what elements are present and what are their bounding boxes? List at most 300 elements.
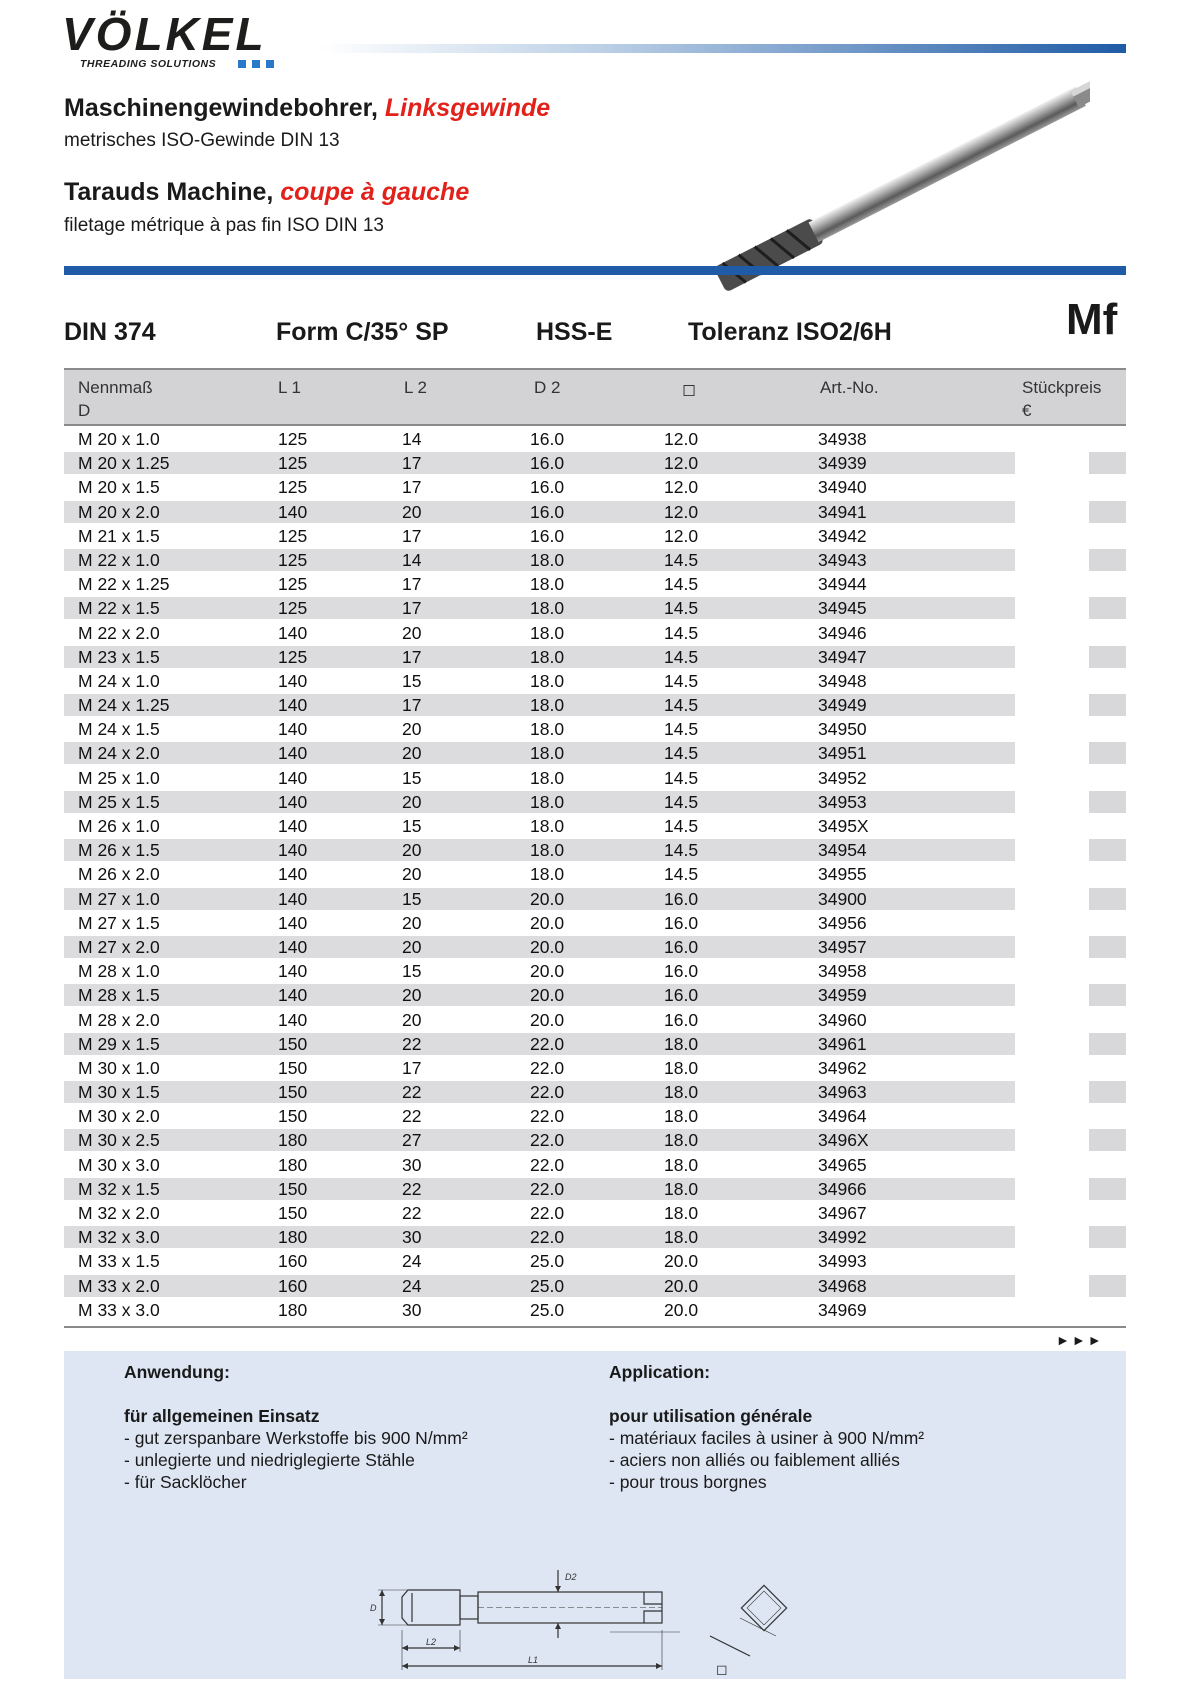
price-cell bbox=[1089, 742, 1126, 764]
cell-l1: 180 bbox=[278, 1299, 308, 1320]
cell-l2: 22 bbox=[402, 1203, 422, 1223]
cell-d2: 18.0 bbox=[530, 695, 565, 716]
table-row bbox=[64, 1080, 1126, 1104]
cell-l2: 20 bbox=[402, 912, 422, 933]
header-price-currency: € bbox=[1022, 401, 1032, 420]
cell-l1: 140 bbox=[278, 936, 308, 957]
cell-square: 18.0 bbox=[664, 1154, 699, 1175]
cell-square: 18.0 bbox=[664, 1082, 699, 1103]
table-row bbox=[64, 1177, 1126, 1201]
cell-l1: 140 bbox=[278, 622, 308, 643]
cell-l2: 15 bbox=[402, 888, 422, 909]
cell-nennmass: M 26 x 1.5 bbox=[78, 840, 160, 861]
price-cell bbox=[1089, 936, 1126, 958]
cell-l2: 20 bbox=[402, 1009, 422, 1030]
cell-art-no: 34945 bbox=[818, 598, 867, 619]
cell-square: 14.5 bbox=[664, 695, 699, 716]
cell-l1: 180 bbox=[278, 1154, 308, 1175]
table-row bbox=[64, 741, 1126, 765]
cell-l2: 30 bbox=[402, 1227, 422, 1248]
cell-l2: 15 bbox=[402, 961, 422, 982]
cell-l2: 22 bbox=[402, 1106, 422, 1127]
header-l1: L 1 bbox=[278, 378, 302, 397]
price-cell bbox=[1089, 525, 1126, 547]
cell-d2: 18.0 bbox=[530, 574, 565, 595]
cell-d2: 25.0 bbox=[530, 1251, 565, 1272]
cell-d2: 20.0 bbox=[530, 961, 565, 982]
cell-nennmass: M 25 x 1.5 bbox=[78, 791, 160, 812]
cell-l2: 30 bbox=[402, 1154, 422, 1175]
cell-d2: 16.0 bbox=[530, 477, 565, 498]
application-german-subheading: für allgemeinen Einsatz bbox=[124, 1406, 320, 1426]
cell-art-no: 34946 bbox=[818, 622, 867, 643]
cell-nennmass: M 33 x 2.0 bbox=[78, 1275, 160, 1296]
cell-l1: 140 bbox=[278, 840, 308, 861]
cell-l1: 140 bbox=[278, 816, 308, 836]
subtitle-french: filetage métrique à pas fin ISO DIN 13 bbox=[64, 215, 384, 236]
cell-square: 20.0 bbox=[664, 1299, 699, 1320]
price-cell bbox=[1089, 428, 1126, 450]
cell-art-no: 34956 bbox=[818, 912, 867, 933]
cell-l1: 125 bbox=[278, 598, 308, 619]
cell-d2: 16.0 bbox=[530, 525, 565, 546]
cell-art-no: 34963 bbox=[818, 1082, 867, 1103]
list-item: - für Sacklöcher bbox=[124, 1472, 247, 1492]
table-row bbox=[64, 766, 1126, 790]
cell-d2: 20.0 bbox=[530, 985, 565, 1006]
cell-nennmass: M 27 x 1.5 bbox=[78, 912, 160, 933]
cell-square: 16.0 bbox=[664, 985, 699, 1006]
title-french-main: Tarauds Machine, bbox=[64, 178, 274, 206]
cell-l1: 140 bbox=[278, 743, 308, 764]
cell-d2: 18.0 bbox=[530, 791, 565, 812]
cell-art-no: 34940 bbox=[818, 477, 867, 498]
cell-nennmass: M 30 x 3.0 bbox=[78, 1154, 160, 1175]
price-cell bbox=[1089, 863, 1126, 885]
price-cell bbox=[1089, 791, 1126, 813]
section-divider bbox=[64, 266, 1126, 275]
cell-square: 14.5 bbox=[664, 549, 699, 570]
cell-l2: 17 bbox=[402, 525, 422, 546]
cell-nennmass: M 33 x 3.0 bbox=[78, 1299, 160, 1320]
header-d2: D 2 bbox=[534, 378, 561, 397]
cell-d2: 20.0 bbox=[530, 912, 565, 933]
cell-l2: 20 bbox=[402, 840, 422, 861]
cell-d2: 22.0 bbox=[530, 1082, 565, 1103]
cell-l2: 24 bbox=[402, 1275, 422, 1296]
cell-l2: 17 bbox=[402, 453, 422, 474]
cell-square: 14.5 bbox=[664, 767, 699, 788]
price-cell bbox=[1089, 1178, 1126, 1200]
cell-square: 18.0 bbox=[664, 1130, 699, 1151]
cell-l1: 125 bbox=[278, 646, 308, 667]
cell-l1: 140 bbox=[278, 791, 308, 812]
cell-d2: 18.0 bbox=[530, 598, 565, 619]
price-cell bbox=[1089, 501, 1126, 523]
cell-square: 18.0 bbox=[664, 1057, 699, 1078]
cell-square: 14.5 bbox=[664, 574, 699, 595]
table-row bbox=[64, 475, 1126, 499]
cell-l2: 20 bbox=[402, 864, 422, 885]
price-cell bbox=[1089, 1105, 1126, 1127]
cell-d2: 25.0 bbox=[530, 1299, 565, 1320]
cell-square: 18.0 bbox=[664, 1106, 699, 1127]
cell-l2: 14 bbox=[402, 549, 422, 570]
list-item: - unlegierte und niedriglegierte Stähle bbox=[124, 1450, 415, 1470]
cell-nennmass: M 23 x 1.5 bbox=[78, 646, 160, 667]
price-cell bbox=[1089, 1129, 1126, 1151]
table-row bbox=[64, 983, 1126, 1007]
cell-l1: 150 bbox=[278, 1106, 308, 1127]
cell-l2: 17 bbox=[402, 574, 422, 595]
cell-l1: 150 bbox=[278, 1178, 308, 1199]
cell-l1: 125 bbox=[278, 477, 308, 498]
price-cell bbox=[1089, 622, 1126, 644]
header-nennmass bbox=[78, 376, 153, 422]
header-art-no: Art.-No. bbox=[820, 378, 879, 397]
drawing-label-l2: L2 bbox=[426, 1637, 437, 1647]
cell-l2: 17 bbox=[402, 646, 422, 667]
cell-art-no: 34952 bbox=[818, 767, 867, 788]
list-item: - matériaux faciles à usiner à 900 N/mm² bbox=[609, 1428, 925, 1448]
logo-square-icon bbox=[266, 60, 274, 68]
table-row bbox=[64, 621, 1126, 645]
cell-l2: 15 bbox=[402, 816, 422, 836]
cell-l2: 20 bbox=[402, 743, 422, 764]
price-cell bbox=[1089, 573, 1126, 595]
cell-art-no: 34944 bbox=[818, 574, 867, 595]
cell-l2: 14 bbox=[402, 429, 422, 449]
cell-l1: 140 bbox=[278, 912, 308, 933]
cell-nennmass: M 24 x 1.25 bbox=[78, 695, 170, 716]
cell-d2: 16.0 bbox=[530, 429, 565, 449]
cell-nennmass: M 24 x 2.0 bbox=[78, 743, 160, 764]
cell-art-no: 34954 bbox=[818, 840, 867, 861]
cell-square: 20.0 bbox=[664, 1275, 699, 1296]
spec-tolerance: Toleranz ISO2/6H bbox=[688, 318, 892, 346]
cell-nennmass: M 20 x 2.0 bbox=[78, 501, 160, 522]
cell-art-no: 34943 bbox=[818, 549, 867, 570]
price-cell bbox=[1089, 912, 1126, 934]
price-cell bbox=[1089, 1299, 1126, 1321]
cell-art-no: 34959 bbox=[818, 985, 867, 1006]
cell-nennmass: M 24 x 1.5 bbox=[78, 719, 160, 740]
cell-l1: 150 bbox=[278, 1203, 308, 1223]
cell-l1: 180 bbox=[278, 1130, 308, 1151]
table-row bbox=[64, 1104, 1126, 1128]
table-row bbox=[64, 1249, 1126, 1273]
price-cell bbox=[1089, 960, 1126, 982]
title-german-highlight: Linksgewinde bbox=[384, 94, 551, 122]
cell-square: 12.0 bbox=[664, 525, 699, 546]
price-cell bbox=[1089, 597, 1126, 619]
cell-d2: 22.0 bbox=[530, 1178, 565, 1199]
cell-nennmass: M 26 x 2.0 bbox=[78, 864, 160, 885]
price-cell bbox=[1089, 1202, 1126, 1224]
cell-nennmass: M 30 x 1.5 bbox=[78, 1082, 160, 1103]
cell-l2: 22 bbox=[402, 1082, 422, 1103]
cell-l1: 150 bbox=[278, 1082, 308, 1103]
cell-l1: 125 bbox=[278, 429, 308, 449]
table-row bbox=[64, 911, 1126, 935]
cell-d2: 18.0 bbox=[530, 719, 565, 740]
list-item: - aciers non alliés ou faiblement alliés bbox=[609, 1450, 900, 1470]
cell-d2: 18.0 bbox=[530, 622, 565, 643]
cell-art-no: 34968 bbox=[818, 1275, 867, 1296]
table-row bbox=[64, 1225, 1126, 1249]
cell-d2: 18.0 bbox=[530, 816, 565, 836]
cell-art-no: 34939 bbox=[818, 453, 867, 474]
cell-art-no: 34951 bbox=[818, 743, 867, 764]
cell-l2: 17 bbox=[402, 477, 422, 498]
cell-l1: 160 bbox=[278, 1251, 308, 1272]
cell-nennmass: M 27 x 1.0 bbox=[78, 888, 160, 909]
cell-d2: 22.0 bbox=[530, 1033, 565, 1054]
application-german bbox=[124, 1361, 468, 1493]
cell-l2: 22 bbox=[402, 1033, 422, 1054]
price-cell bbox=[1089, 1081, 1126, 1103]
price-cell bbox=[1089, 1057, 1126, 1079]
header-l2: L 2 bbox=[404, 378, 428, 397]
price-cell bbox=[1089, 549, 1126, 571]
price-cell bbox=[1089, 670, 1126, 692]
cell-square: 14.5 bbox=[664, 840, 699, 861]
application-french-subheading: pour utilisation générale bbox=[609, 1406, 813, 1426]
cell-l1: 125 bbox=[278, 574, 308, 595]
title-german bbox=[64, 94, 550, 123]
cell-square: 12.0 bbox=[664, 429, 699, 449]
cell-l1: 140 bbox=[278, 501, 308, 522]
cell-art-no: 34938 bbox=[818, 429, 867, 449]
cell-art-no: 34942 bbox=[818, 525, 867, 546]
cell-l1: 140 bbox=[278, 864, 308, 885]
table-row bbox=[64, 887, 1126, 911]
cell-square: 18.0 bbox=[664, 1178, 699, 1199]
table-row bbox=[64, 572, 1126, 596]
cell-nennmass: M 22 x 1.5 bbox=[78, 598, 160, 619]
cell-art-no: 34969 bbox=[818, 1299, 867, 1320]
cell-square: 18.0 bbox=[664, 1033, 699, 1054]
brand-logo bbox=[62, 8, 282, 68]
cell-l1: 140 bbox=[278, 767, 308, 788]
price-cell bbox=[1089, 1250, 1126, 1272]
title-french bbox=[64, 178, 469, 207]
price-cell bbox=[1089, 1275, 1126, 1297]
cell-square: 12.0 bbox=[664, 501, 699, 522]
cell-d2: 22.0 bbox=[530, 1227, 565, 1248]
cell-l1: 140 bbox=[278, 719, 308, 740]
table-row bbox=[64, 500, 1126, 524]
cell-d2: 16.0 bbox=[530, 501, 565, 522]
cell-nennmass: M 29 x 1.5 bbox=[78, 1033, 160, 1054]
technical-drawing bbox=[360, 1560, 840, 1680]
continue-arrows: ►►► bbox=[1056, 1332, 1104, 1348]
application-german-heading: Anwendung: bbox=[124, 1362, 230, 1382]
table-row bbox=[64, 524, 1126, 548]
cell-l1: 180 bbox=[278, 1227, 308, 1248]
logo-square-icon bbox=[238, 60, 246, 68]
cell-d2: 25.0 bbox=[530, 1275, 565, 1296]
price-cell bbox=[1089, 1033, 1126, 1055]
table-bottom-rule bbox=[64, 1326, 1126, 1328]
cell-nennmass: M 28 x 1.0 bbox=[78, 961, 160, 982]
cell-nennmass: M 32 x 1.5 bbox=[78, 1178, 160, 1199]
cell-art-no: 34967 bbox=[818, 1203, 867, 1223]
cell-art-no: 34962 bbox=[818, 1057, 867, 1078]
cell-art-no: 3495X bbox=[818, 816, 869, 836]
cell-art-no: 34966 bbox=[818, 1178, 867, 1199]
cell-d2: 18.0 bbox=[530, 646, 565, 667]
cell-nennmass: M 22 x 1.0 bbox=[78, 549, 160, 570]
cell-nennmass: M 30 x 2.0 bbox=[78, 1106, 160, 1127]
table-header bbox=[64, 368, 1126, 426]
cell-nennmass: M 20 x 1.0 bbox=[78, 429, 160, 449]
cell-d2: 20.0 bbox=[530, 888, 565, 909]
cell-l2: 15 bbox=[402, 767, 422, 788]
cell-d2: 20.0 bbox=[530, 1009, 565, 1030]
table-row bbox=[64, 1008, 1126, 1032]
list-item: - gut zerspanbare Werkstoffe bis 900 N/mm² bbox=[124, 1428, 468, 1448]
cell-d2: 18.0 bbox=[530, 864, 565, 885]
cell-nennmass: M 32 x 2.0 bbox=[78, 1203, 160, 1223]
cell-art-no: 34947 bbox=[818, 646, 867, 667]
price-cell bbox=[1089, 815, 1126, 837]
table-row bbox=[64, 1128, 1126, 1152]
cell-art-no: 34955 bbox=[818, 864, 867, 885]
cell-nennmass: M 21 x 1.5 bbox=[78, 525, 160, 546]
cell-d2: 16.0 bbox=[530, 453, 565, 474]
cell-square: 16.0 bbox=[664, 936, 699, 957]
cell-nennmass: M 24 x 1.0 bbox=[78, 670, 160, 691]
cell-nennmass: M 20 x 1.5 bbox=[78, 477, 160, 498]
cell-square: 14.5 bbox=[664, 622, 699, 643]
cell-square: 18.0 bbox=[664, 1227, 699, 1248]
cell-square: 12.0 bbox=[664, 453, 699, 474]
cell-l2: 20 bbox=[402, 622, 422, 643]
price-cell bbox=[1089, 839, 1126, 861]
drawing-square-icon: ◻ bbox=[716, 1662, 728, 1678]
cell-d2: 22.0 bbox=[530, 1154, 565, 1175]
cell-l2: 17 bbox=[402, 1057, 422, 1078]
table-row bbox=[64, 717, 1126, 741]
cell-nennmass: M 30 x 2.5 bbox=[78, 1130, 160, 1151]
cell-l2: 20 bbox=[402, 985, 422, 1006]
price-cell bbox=[1089, 452, 1126, 474]
cell-nennmass: M 28 x 2.0 bbox=[78, 1009, 160, 1030]
cell-art-no: 34961 bbox=[818, 1033, 867, 1054]
table-row bbox=[64, 645, 1126, 669]
table-row bbox=[64, 959, 1126, 983]
cell-art-no: 34957 bbox=[818, 936, 867, 957]
cell-square: 14.5 bbox=[664, 670, 699, 691]
spec-thread-type: Mf bbox=[1066, 295, 1118, 344]
cell-d2: 22.0 bbox=[530, 1057, 565, 1078]
cell-art-no: 34958 bbox=[818, 961, 867, 982]
cell-nennmass: M 26 x 1.0 bbox=[78, 816, 160, 836]
cell-d2: 18.0 bbox=[530, 743, 565, 764]
price-cell bbox=[1089, 1226, 1126, 1248]
cell-l2: 17 bbox=[402, 598, 422, 619]
brand-name: VÖLKEL bbox=[62, 8, 267, 60]
table-row bbox=[64, 790, 1126, 814]
header-nennmass-label: Nennmaß bbox=[78, 378, 153, 397]
cell-square: 12.0 bbox=[664, 477, 699, 498]
cell-l2: 27 bbox=[402, 1130, 422, 1151]
cell-square: 20.0 bbox=[664, 1251, 699, 1272]
header-nennmass-sub: D bbox=[78, 401, 91, 420]
table-row bbox=[64, 427, 1126, 451]
cell-art-no: 34964 bbox=[818, 1106, 867, 1127]
cell-l1: 150 bbox=[278, 1033, 308, 1054]
cell-d2: 22.0 bbox=[530, 1203, 565, 1223]
cell-nennmass: M 27 x 2.0 bbox=[78, 936, 160, 957]
cell-nennmass: M 25 x 1.0 bbox=[78, 767, 160, 788]
cell-l1: 125 bbox=[278, 525, 308, 546]
table-row bbox=[64, 862, 1126, 886]
cell-l2: 30 bbox=[402, 1299, 422, 1320]
price-cell bbox=[1089, 888, 1126, 910]
logo-square-icon bbox=[252, 60, 260, 68]
cell-art-no: 34950 bbox=[818, 719, 867, 740]
cell-square: 18.0 bbox=[664, 1203, 699, 1223]
table-row bbox=[64, 935, 1126, 959]
table-row bbox=[64, 548, 1126, 572]
list-item: - pour trous borgnes bbox=[609, 1472, 767, 1492]
subtitle-german: metrisches ISO-Gewinde DIN 13 bbox=[64, 130, 340, 151]
cell-art-no: 34960 bbox=[818, 1009, 867, 1030]
cell-nennmass: M 20 x 1.25 bbox=[78, 453, 170, 474]
price-cell bbox=[1089, 767, 1126, 789]
cell-l1: 140 bbox=[278, 961, 308, 982]
cell-art-no: 34965 bbox=[818, 1154, 867, 1175]
cell-d2: 22.0 bbox=[530, 1106, 565, 1127]
spec-material: HSS-E bbox=[536, 318, 613, 346]
cell-square: 16.0 bbox=[664, 1009, 699, 1030]
cell-square: 14.5 bbox=[664, 646, 699, 667]
price-cell bbox=[1089, 984, 1126, 1006]
cell-d2: 18.0 bbox=[530, 670, 565, 691]
cell-l2: 20 bbox=[402, 936, 422, 957]
cell-d2: 18.0 bbox=[530, 840, 565, 861]
table-row bbox=[64, 669, 1126, 693]
cell-nennmass: M 22 x 2.0 bbox=[78, 622, 160, 643]
application-french bbox=[609, 1361, 924, 1493]
table-row bbox=[64, 596, 1126, 620]
table-row bbox=[64, 1153, 1126, 1177]
cell-l2: 15 bbox=[402, 670, 422, 691]
table-row bbox=[64, 451, 1126, 475]
cell-square: 14.5 bbox=[664, 598, 699, 619]
cell-l1: 150 bbox=[278, 1057, 308, 1078]
cell-art-no: 34948 bbox=[818, 670, 867, 691]
table-row bbox=[64, 1201, 1126, 1225]
price-cell bbox=[1089, 1009, 1126, 1031]
table-row bbox=[64, 1298, 1126, 1322]
drawing-label-l1: L1 bbox=[528, 1655, 539, 1665]
cell-square: 14.5 bbox=[664, 719, 699, 740]
cell-l2: 24 bbox=[402, 1251, 422, 1272]
cell-art-no: 34949 bbox=[818, 695, 867, 716]
cell-nennmass: M 33 x 1.5 bbox=[78, 1251, 160, 1272]
cell-art-no: 34953 bbox=[818, 791, 867, 812]
drawing-label-d2: D2 bbox=[565, 1572, 577, 1582]
cell-l1: 140 bbox=[278, 1009, 308, 1030]
cell-nennmass: M 32 x 3.0 bbox=[78, 1227, 160, 1248]
cell-square: 14.5 bbox=[664, 743, 699, 764]
cell-square: 16.0 bbox=[664, 961, 699, 982]
table-row bbox=[64, 838, 1126, 862]
title-german-main: Maschinengewindebohrer, bbox=[64, 94, 378, 122]
